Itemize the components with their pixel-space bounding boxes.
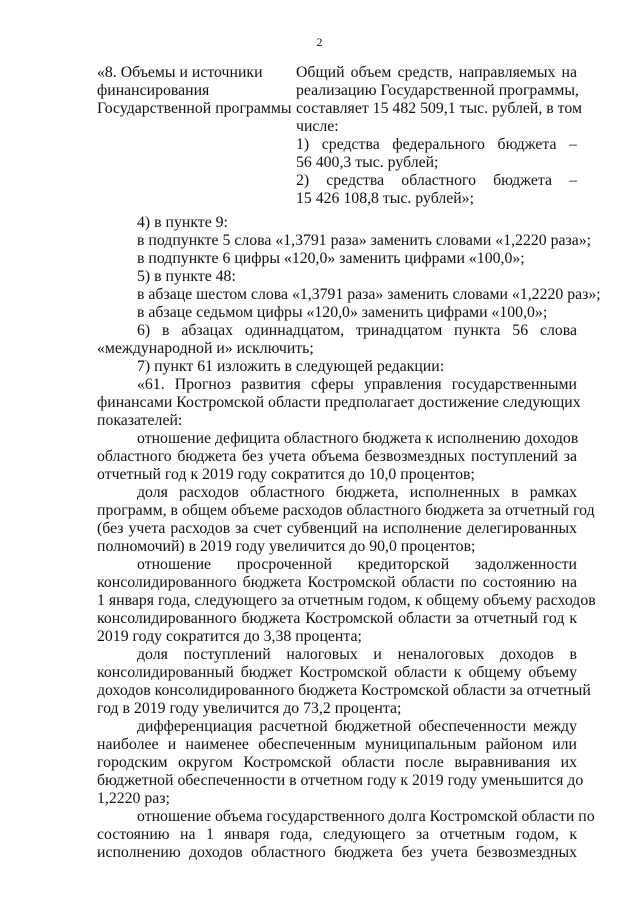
body-line: отношение дефицита областного бюджета к исполнению доходов [137,430,579,447]
table-value-line: 56 400,3 тыс. рублей; [296,154,439,171]
table-label-line: «8. Объемы и источники [97,64,263,81]
body-line: 4) в пункте 9: [137,214,228,231]
body-line: финансами Костромской области предполагает достижение следующих [97,394,581,411]
body-line: состоянию на 1 января года, следующего за отчетным годом, к [97,826,577,843]
body-line: в абзаце седьмом цифры «120,0» заменить цифрами «100,0»; [137,304,548,321]
body-line: доходов консолидированного бюджета Костромской области за отчетный [97,682,591,699]
body-line: отношение просроченной кредиторской задолженности [137,556,577,573]
body-line: 2019 году сократится до 3,38 процента; [97,628,362,645]
body-line: наиболее и наименее обеспеченным муниципальным районом или [97,736,577,753]
body-line: показателей: [97,412,183,429]
body-line: полномочий) в 2019 году увеличится до 90,0 процентов; [97,538,476,555]
body-line: консолидированный бюджет Костромской области к общему объему [97,664,577,681]
body-line: год в 2019 году увеличится до 73,2 процента; [97,700,402,717]
body-line: «61. Прогноз развития сферы управления государственными [137,376,577,393]
table-label-line: финансирования [97,82,210,99]
table-value-line: реализацию Государственной программы, [296,82,579,99]
body-line: отчетный год к 2019 году сократится до 10,0 процентов; [97,466,475,483]
body-line: 6) в абзацах одиннадцатом, тринадцатом пункта 56 слова [137,322,577,339]
body-line: 7) пункт 61 изложить в следующей редакции: [137,358,445,375]
table-value-line: числе: [296,118,339,135]
body-line: бюджетной обеспеченности в отчетном году к 2019 году уменьшится до [97,772,584,789]
table-value-line: 2) средства областного бюджета – [296,172,577,189]
table-value-line: Общий объем средств, направляемых на [296,64,577,81]
body-line: в подпункте 5 слова «1,3791 раза» заменить словами «1,2220 раза»; [137,232,592,249]
body-line: доля поступлений налоговых и неналоговых доходов в [137,646,577,663]
body-line: консолидированного бюджета Костромской области за отчетный год к [97,610,577,627]
body-line: программ, в общем объеме расходов областного бюджета за отчетный год [97,502,595,519]
body-line: в абзаце шестом слова «1,3791 раза» заменить словами «1,2220 раз»; [137,286,601,303]
table-value-line: 1) средства федерального бюджета – [296,136,577,153]
body-line: консолидированного бюджета Костромской области по состоянию на [97,574,577,591]
body-line: (без учета расходов за счет субвенций на исполнение делегированных [97,520,577,537]
table-value-line: составляет 15 482 509,1 тыс. рублей, в том [296,100,582,117]
body-line: отношение объема государственного долга Костромской области по [137,808,595,825]
page-number: 2 [316,35,323,49]
table-label-line: Государственной программы [97,100,292,117]
body-line: дифференциация расчетной бюджетной обеспеченности между [137,718,577,735]
body-line: 5) в пункте 48: [137,268,236,285]
body-line: 1,2220 раз; [97,790,170,807]
body-line: городским округом Костромской области после выравнивания их [97,754,577,771]
body-line: областного бюджета без учета объема безвозмездных поступлений за [97,448,577,465]
body-line: доля расходов областного бюджета, исполненных в рамках [137,484,577,501]
body-line: «международной и» исключить; [97,340,314,357]
body-line: исполнению доходов областного бюджета без учета безвозмездных [97,844,577,861]
body-line: 1 января года, следующего за отчетным годом, к общему объему расходов [97,592,596,609]
body-line: в подпункте 6 цифры «120,0» заменить цифрами «100,0»; [137,250,525,267]
table-value-line: 15 426 108,8 тыс. рублей»; [296,190,474,207]
